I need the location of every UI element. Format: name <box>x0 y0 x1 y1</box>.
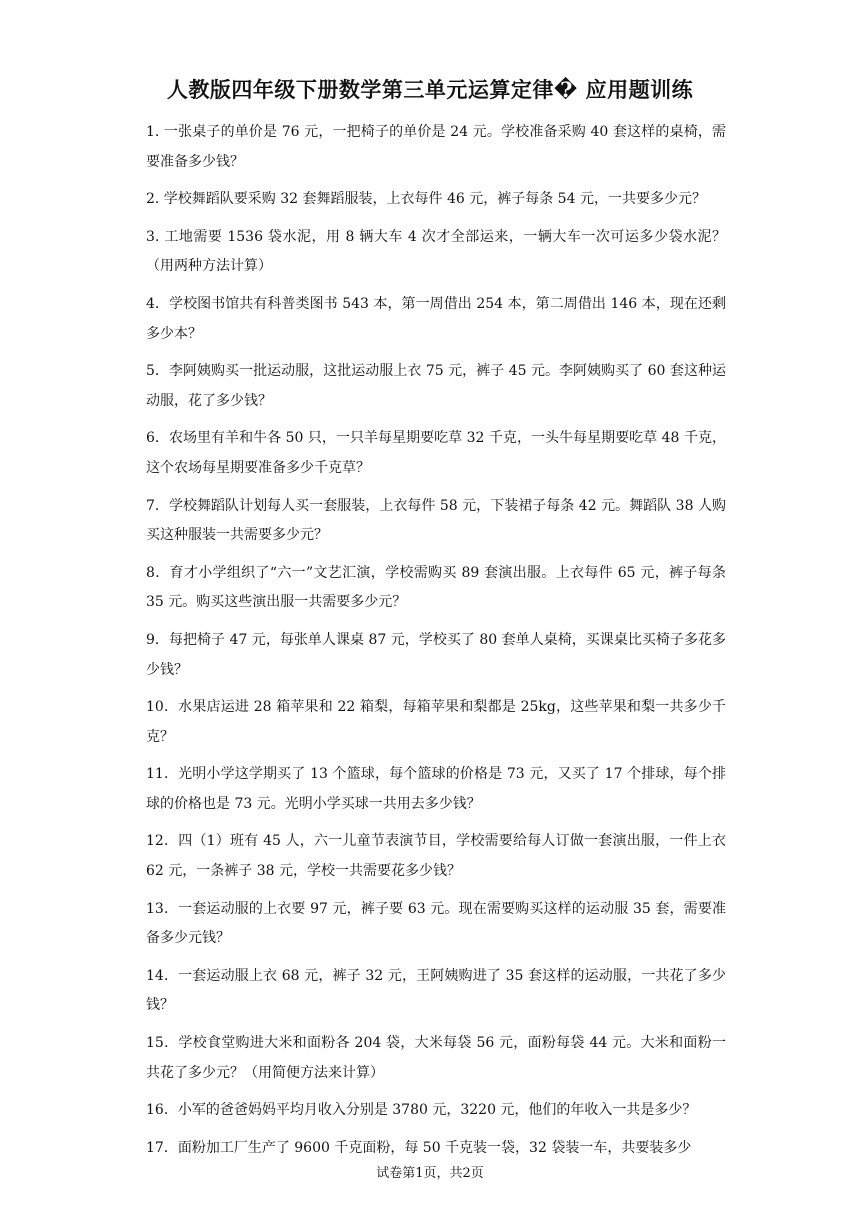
question-item: 3. 工地需要 1536 袋水泥，用 8 辆大车 4 次才全部运来，一辆大车一次可运多少袋水泥？（用两种方法计算） <box>146 228 726 275</box>
question-item: 15．学校食堂购进大米和面粉各 204 袋，大米每袋 56 元，面粉每袋 44 元。大米和面粉一共花了多少元？（用简便方法来计算） <box>146 1035 726 1081</box>
question-list <box>146 118 726 1171</box>
question-item: 9．每把椅子 47 元，每张单人课桌 87 元，学校买了 80 套单人桌椅，买课桌比买椅子多花多少钱？ <box>146 631 726 678</box>
question-item: 8．育才小学组织了“六一”文艺汇演，学校需购买 89 套演出服。上衣每件 65 元，裤子每条 35 元。购买这些演出服一共需要多少元？ <box>146 564 726 611</box>
question-item: 1. 一张桌子的单价是 76 元，一把椅子的单价是 24 元。学校准备采购 40 套这样的桌椅，需要准备多少钱？ <box>146 124 726 170</box>
question-item: 13．一套运动服的上衣要 97 元，裤子要 63 元。现在需要购买这样的运动服 35 套，需要准备多少元钱？ <box>146 900 726 947</box>
question-item: 11．光明小学这学期买了 13 个篮球，每个篮球的价格是 73 元，又买了 17 个排球，每个排球的价格也是 73 元。光明小学买球一共用去多少钱？ <box>146 766 726 812</box>
question-item: 7．学校舞蹈队计划每人买一套服装，上衣每件 58 元，下装裙子每条 42 元。舞蹈队 38 人购买这种服装一共需要多少元？ <box>146 497 726 544</box>
question-item: 12．四（1）班有 45 人，六一儿童节表演节目，学校需要给每人订做一套演出服，一件上衣 62 元，一条裤子 38 元，学校一共需要花多少钱？ <box>146 833 726 880</box>
question-item: 5．李阿姨购买一批运动服，这批运动服上衣 75 元，裤子 45 元。李阿姨购买了 60 套这种运动服，花了多少钱？ <box>146 363 726 409</box>
question-item: 6．农场里有羊和牛各 50 只，一只羊每星期要吃草 32 千克，一头牛每星期要吃草 48 千克，这个农场每星期要准备多少千克草？ <box>146 430 726 476</box>
question-item: 14．一套运动服上衣 68 元，裤子 32 元，王阿姨购进了 35 套这样的运动服，一共花了多少钱？ <box>146 967 726 1014</box>
question-item: 4．学校图书馆共有科普类图书 543 本，第一周借出 254 本，第二周借出 146 本，现在还剩多少本？ <box>146 295 726 342</box>
question-item: 10．水果店运进 28 箱苹果和 22 箱梨，每箱苹果和梨都是 25kg，这些苹果和梨一共多少千克？ <box>146 699 726 745</box>
question-item: 17．面粉加工厂生产了 9600 千克面粉，每 50 千克装一袋，32 袋装一车，共要装多少 <box>146 1139 692 1156</box>
question-item: 2. 学校舞蹈队要采购 32 套舞蹈服装，上衣每件 46 元，裤子每条 54 元，一共要多少元？ <box>146 191 706 208</box>
document-title: 人教版四年级下册数学第三单元运算定律� 应用题训练 <box>166 77 694 102</box>
question-item: 16．小军的爸爸妈妈平均月收入分别是 3780 元，3220 元，他们的年收入一共是多少？ <box>146 1102 697 1119</box>
page-footer: 试卷第1页，共2页 <box>376 1166 484 1181</box>
